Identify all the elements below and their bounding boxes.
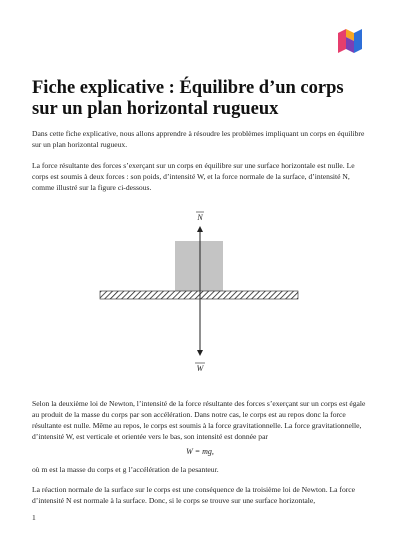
weight-equation: W = mg, (186, 447, 214, 456)
reaction-paragraph: La réaction normale de la surface sur le corps est une conséquence de la troisième loi de Newton. La force d’intensité N est normale à la surface. Donc, si le corps se trouve sur une surface horizontale, (32, 485, 356, 505)
newton-paragraph: Selon la deuxième loi de Newton, l’intensité de la force résultante des forces s’exerçant sur un corps est égale au produit de la masse du corps par son accélération. Dans notre cas, le corps est au repos donc la force résultante est nulle. Même au repos, le corps est soumis à la force gravitationnelle. La force gravitationnelle, d’intensité W, est verticale et orientée vers le bas, son intensité est donnée par (32, 399, 366, 441)
body-block (175, 241, 223, 291)
normal-force-label: N (197, 213, 203, 222)
page-title: Fiche explicative : Équilibre d’un corps sur un plan horizontal rugueux (32, 78, 344, 119)
forces-paragraph: La force résultante des forces s’exerçant sur un corps en équilibre sur une surface horizontale est nulle. Le corps est soumis à deux forces : son poids, d’intensité W, et la force normale de la surface, d’intensité N, comme illustré sur la figure ci-dessous. (32, 161, 355, 192)
page-number: 1 (32, 513, 36, 522)
force-diagram (0, 205, 400, 385)
rough-surface (100, 291, 298, 299)
intro-paragraph: Dans cette fiche explicative, nous allons apprendre à résoudre les problèmes impliquant un corps en équilibre sur un plan horizontal rugueux. (32, 129, 365, 149)
where-paragraph: où m est la masse du corps et g l’accélération de la pesanteur. (32, 465, 219, 474)
weight-force-label: W (196, 364, 204, 373)
nagwa-logo-icon (334, 27, 366, 55)
